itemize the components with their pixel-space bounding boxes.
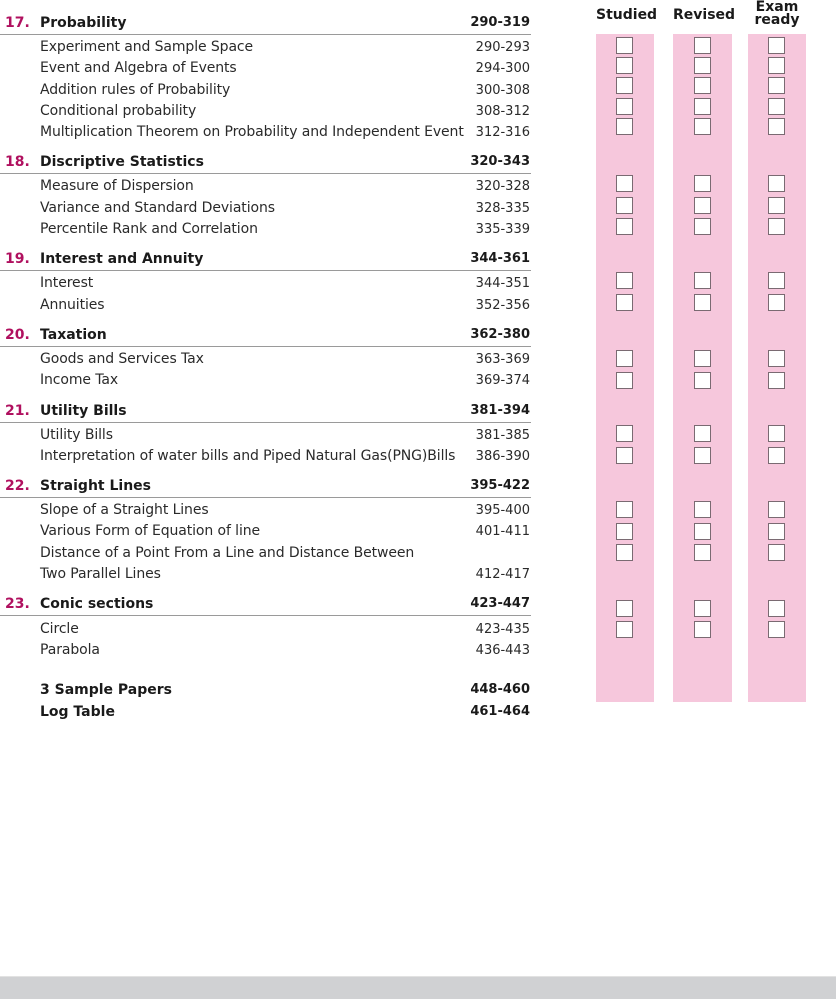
exam-ready-checkbox[interactable] bbox=[768, 447, 785, 464]
studied-checkbox[interactable] bbox=[616, 523, 633, 540]
exam-ready-checkbox[interactable] bbox=[768, 98, 785, 115]
topic-row bbox=[0, 122, 530, 143]
topic-page-range: 335-339 bbox=[475, 222, 530, 237]
topic-page-range: 352-356 bbox=[475, 298, 530, 313]
topic-title: Slope of a Straight Lines bbox=[40, 502, 209, 518]
topic-title: Parabola bbox=[40, 642, 100, 658]
chapter-divider bbox=[0, 270, 531, 271]
revised-checkbox[interactable] bbox=[694, 37, 711, 54]
appendix-title: Log Table bbox=[40, 704, 115, 720]
studied-checkbox[interactable] bbox=[616, 350, 633, 367]
chapter-divider bbox=[0, 422, 531, 423]
chapter-divider bbox=[0, 497, 531, 498]
chapter-heading bbox=[0, 475, 530, 497]
exam-ready-checkbox[interactable] bbox=[768, 272, 785, 289]
exam-ready-checkbox[interactable] bbox=[768, 350, 785, 367]
topic-row bbox=[0, 446, 530, 467]
topic-row bbox=[0, 37, 530, 58]
topic-title: Percentile Rank and Correlation bbox=[40, 221, 258, 237]
topic-row bbox=[0, 198, 530, 219]
exam-ready-checkbox[interactable] bbox=[768, 118, 785, 135]
topic-page-range: 436-443 bbox=[475, 643, 530, 658]
chapter-title: Discriptive Statistics bbox=[40, 154, 204, 170]
chapter-page-range: 290-319 bbox=[470, 15, 530, 30]
appendix-page-range: 461-464 bbox=[470, 704, 530, 719]
exam-ready-checkbox[interactable] bbox=[768, 600, 785, 617]
chapter-number: 21. bbox=[5, 403, 30, 419]
chapter-title: Conic sections bbox=[40, 596, 154, 612]
chapter-title: Utility Bills bbox=[40, 403, 127, 419]
exam-ready-checkbox[interactable] bbox=[768, 523, 785, 540]
topic-row bbox=[0, 521, 530, 542]
chapter-title: Straight Lines bbox=[40, 478, 151, 494]
topic-row bbox=[0, 640, 530, 661]
studied-checkbox[interactable] bbox=[616, 57, 633, 74]
exam-ready-column bbox=[748, 34, 806, 702]
topic-title: Distance of a Point From a Line and Distance Between bbox=[40, 545, 415, 561]
exam-ready-checkbox[interactable] bbox=[768, 425, 785, 442]
exam-ready-checkbox[interactable] bbox=[768, 294, 785, 311]
topic-page-range: 423-435 bbox=[475, 622, 530, 637]
revised-checkbox[interactable] bbox=[694, 621, 711, 638]
chapter-number: 22. bbox=[5, 478, 30, 494]
topic-page-range: 363-369 bbox=[475, 352, 530, 367]
topic-page-range: 312-316 bbox=[475, 125, 530, 140]
exam-ready-checkbox[interactable] bbox=[768, 197, 785, 214]
revised-checkbox[interactable] bbox=[694, 600, 711, 617]
topic-title: Experiment and Sample Space bbox=[40, 39, 254, 55]
revised-checkbox[interactable] bbox=[694, 197, 711, 214]
studied-checkbox[interactable] bbox=[616, 294, 633, 311]
topic-title: Addition rules of Probability bbox=[40, 82, 231, 98]
chapter-page-range: 423-447 bbox=[470, 596, 530, 611]
exam-ready-checkbox[interactable] bbox=[768, 57, 785, 74]
chapter-heading bbox=[0, 593, 530, 615]
chapter-number: 17. bbox=[5, 15, 30, 31]
topic-title: Income Tax bbox=[40, 372, 119, 388]
chapter-number: 23. bbox=[5, 596, 30, 612]
topic-row bbox=[0, 500, 530, 521]
topic-page-range: 381-385 bbox=[475, 428, 530, 443]
revised-checkbox[interactable] bbox=[694, 57, 711, 74]
chapter-heading bbox=[0, 248, 530, 270]
column-header-exam-ready: Exam ready bbox=[754, 0, 800, 28]
chapter-page-range: 344-361 bbox=[470, 251, 530, 266]
topic-row bbox=[0, 219, 530, 240]
revised-checkbox[interactable] bbox=[694, 425, 711, 442]
topic-title: Utility Bills bbox=[40, 427, 113, 443]
exam-ready-checkbox[interactable] bbox=[768, 621, 785, 638]
studied-checkbox[interactable] bbox=[616, 218, 633, 235]
studied-checkbox[interactable] bbox=[616, 621, 633, 638]
column-header-studied: Studied bbox=[596, 7, 658, 23]
revised-checkbox[interactable] bbox=[694, 523, 711, 540]
chapter-number: 20. bbox=[5, 327, 30, 343]
chapter-heading bbox=[0, 12, 530, 34]
topic-row bbox=[0, 425, 530, 446]
exam-ready-checkbox[interactable] bbox=[768, 372, 785, 389]
topic-page-range: 395-400 bbox=[475, 503, 530, 518]
topic-page-range: 412-417 bbox=[475, 567, 530, 582]
topic-row bbox=[0, 564, 530, 585]
exam-ready-checkbox[interactable] bbox=[768, 544, 785, 561]
revised-checkbox[interactable] bbox=[694, 350, 711, 367]
studied-checkbox[interactable] bbox=[616, 197, 633, 214]
topic-page-range: 308-312 bbox=[475, 104, 530, 119]
appendix-row bbox=[0, 679, 530, 701]
exam-ready-checkbox[interactable] bbox=[768, 218, 785, 235]
chapter-page-range: 362-380 bbox=[470, 327, 530, 342]
studied-checkbox[interactable] bbox=[616, 118, 633, 135]
topic-title: Annuities bbox=[40, 297, 105, 313]
topic-page-range: 300-308 bbox=[475, 83, 530, 98]
studied-checkbox[interactable] bbox=[616, 544, 633, 561]
studied-column bbox=[596, 34, 654, 702]
chapter-divider bbox=[0, 34, 531, 35]
appendix-page-range: 448-460 bbox=[470, 682, 530, 697]
revised-checkbox[interactable] bbox=[694, 218, 711, 235]
exam-ready-checkbox[interactable] bbox=[768, 501, 785, 518]
topic-title: Interest bbox=[40, 275, 94, 291]
topic-row bbox=[0, 370, 530, 391]
chapter-divider bbox=[0, 346, 531, 347]
exam-ready-checkbox[interactable] bbox=[768, 37, 785, 54]
topic-row bbox=[0, 58, 530, 79]
topic-row bbox=[0, 619, 530, 640]
studied-checkbox[interactable] bbox=[616, 425, 633, 442]
footer-bar bbox=[0, 976, 836, 999]
chapter-page-range: 381-394 bbox=[470, 403, 530, 418]
topic-title: Conditional probability bbox=[40, 103, 197, 119]
revised-checkbox[interactable] bbox=[694, 98, 711, 115]
chapter-divider bbox=[0, 615, 531, 616]
topic-page-range: 320-328 bbox=[475, 179, 530, 194]
chapter-title: Interest and Annuity bbox=[40, 251, 204, 267]
topic-page-range: 344-351 bbox=[475, 276, 530, 291]
revised-checkbox[interactable] bbox=[694, 447, 711, 464]
exam-ready-checkbox[interactable] bbox=[768, 175, 785, 192]
topic-page-range: 401-411 bbox=[475, 524, 530, 539]
topic-row bbox=[0, 543, 530, 564]
studied-checkbox[interactable] bbox=[616, 98, 633, 115]
topic-row bbox=[0, 349, 530, 370]
topic-title: Circle bbox=[40, 621, 79, 637]
appendix-title: 3 Sample Papers bbox=[40, 682, 173, 698]
topic-row bbox=[0, 80, 530, 101]
chapter-divider bbox=[0, 173, 531, 174]
studied-checkbox[interactable] bbox=[616, 600, 633, 617]
topic-row bbox=[0, 101, 530, 122]
topic-title: Interpretation of water bills and Piped Natural Gas(PNG)Bills bbox=[40, 448, 456, 464]
revised-column bbox=[673, 34, 732, 702]
studied-checkbox[interactable] bbox=[616, 501, 633, 518]
revised-checkbox[interactable] bbox=[694, 544, 711, 561]
studied-checkbox[interactable] bbox=[616, 447, 633, 464]
topic-title: Various Form of Equation of line bbox=[40, 523, 261, 539]
topic-page-range: 328-335 bbox=[475, 201, 530, 216]
revised-checkbox[interactable] bbox=[694, 294, 711, 311]
chapter-number: 19. bbox=[5, 251, 30, 267]
studied-checkbox[interactable] bbox=[616, 372, 633, 389]
topic-page-range: 369-374 bbox=[475, 373, 530, 388]
studied-checkbox[interactable] bbox=[616, 175, 633, 192]
topic-page-range: 290-293 bbox=[475, 40, 530, 55]
revised-checkbox[interactable] bbox=[694, 77, 711, 94]
chapter-heading bbox=[0, 400, 530, 422]
revised-checkbox[interactable] bbox=[694, 501, 711, 518]
revised-checkbox[interactable] bbox=[694, 175, 711, 192]
chapter-page-range: 395-422 bbox=[470, 478, 530, 493]
studied-checkbox[interactable] bbox=[616, 77, 633, 94]
studied-checkbox[interactable] bbox=[616, 37, 633, 54]
revised-checkbox[interactable] bbox=[694, 372, 711, 389]
chapter-title: Taxation bbox=[40, 327, 107, 343]
topic-title: Event and Algebra of Events bbox=[40, 60, 237, 76]
topic-row bbox=[0, 176, 530, 197]
chapter-number: 18. bbox=[5, 154, 30, 170]
studied-checkbox[interactable] bbox=[616, 272, 633, 289]
revised-checkbox[interactable] bbox=[694, 118, 711, 135]
chapter-heading bbox=[0, 324, 530, 346]
topic-title: Multiplication Theorem on Probability and Independent Event bbox=[40, 124, 464, 140]
exam-ready-checkbox[interactable] bbox=[768, 77, 785, 94]
topic-title: Goods and Services Tax bbox=[40, 351, 204, 367]
topic-title: Two Parallel Lines bbox=[40, 566, 161, 582]
chapter-heading bbox=[0, 151, 530, 173]
appendix-row bbox=[0, 701, 530, 723]
chapter-page-range: 320-343 bbox=[470, 154, 530, 169]
chapter-title: Probability bbox=[40, 15, 127, 31]
topic-row bbox=[0, 295, 530, 316]
column-header-revised: Revised bbox=[673, 7, 736, 23]
topic-page-range: 386-390 bbox=[475, 449, 530, 464]
topic-page-range: 294-300 bbox=[475, 61, 530, 76]
topic-title: Measure of Dispersion bbox=[40, 178, 194, 194]
topic-row bbox=[0, 273, 530, 294]
revised-checkbox[interactable] bbox=[694, 272, 711, 289]
topic-title: Variance and Standard Deviations bbox=[40, 200, 275, 216]
